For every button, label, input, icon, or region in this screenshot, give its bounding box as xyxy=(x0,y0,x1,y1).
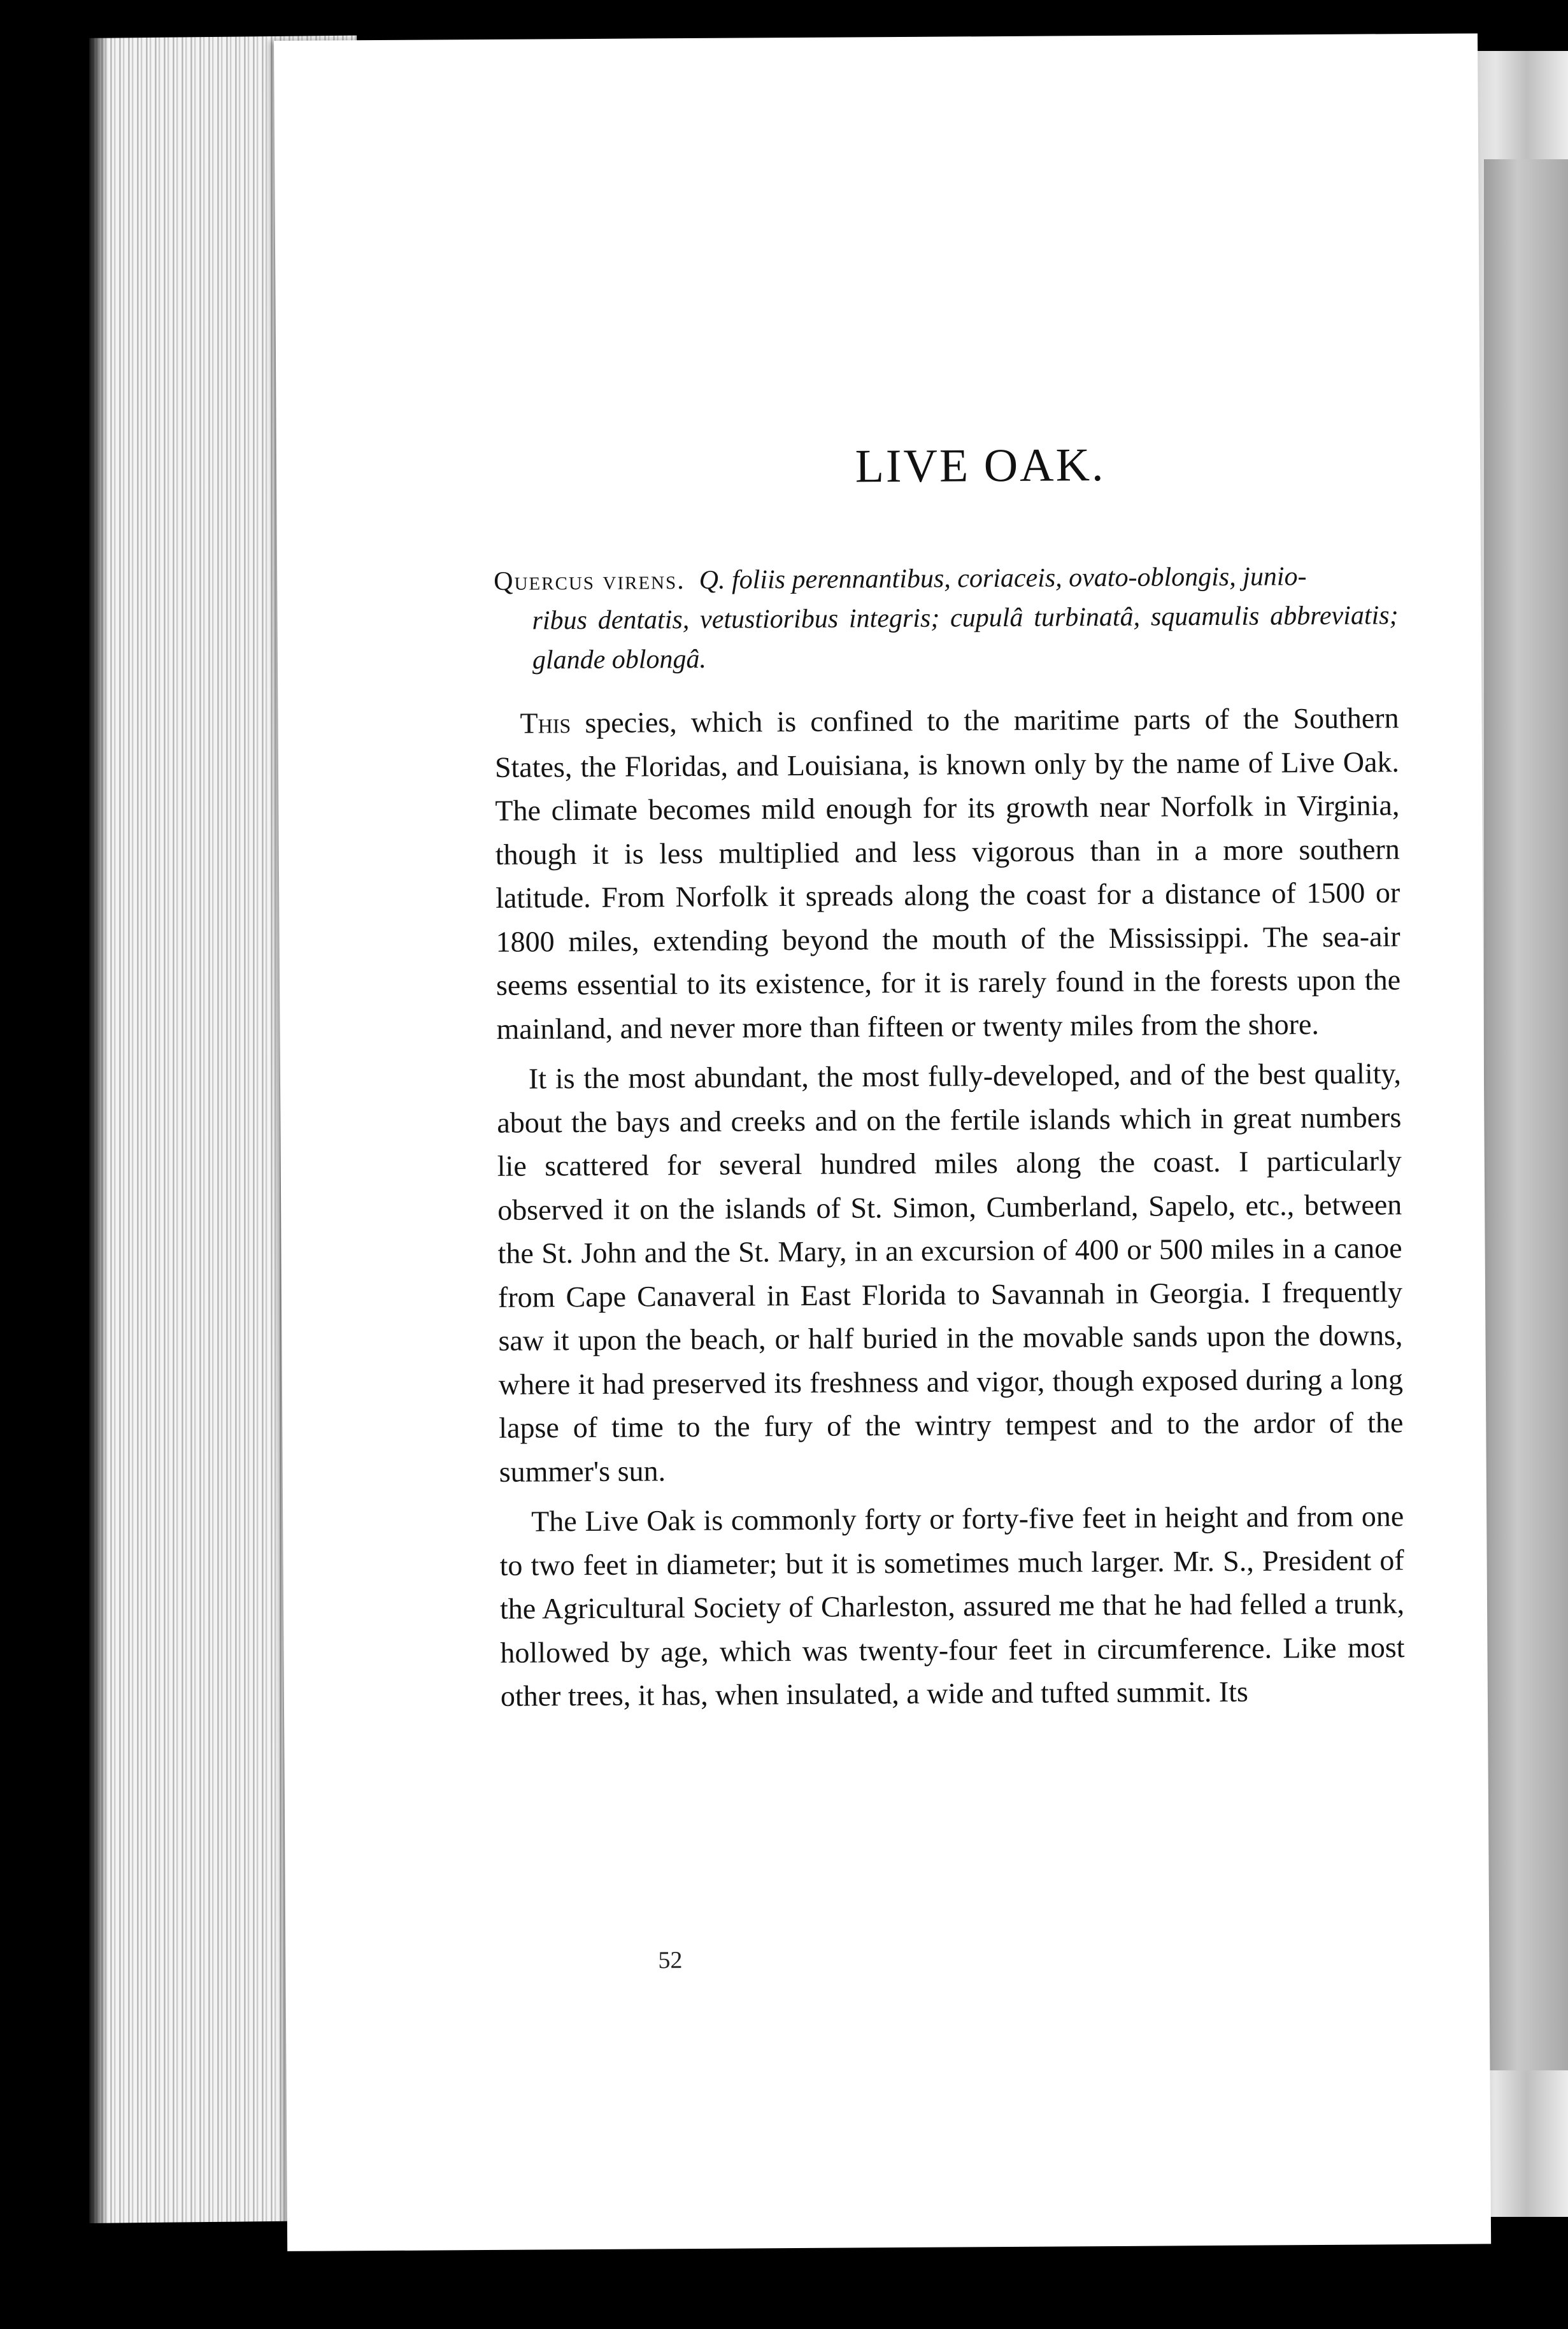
latin-description xyxy=(494,556,1399,680)
paragraph-3: The Live Oak is commonly forty or forty-five feet in height and from one to two feet in diameter; but it is sometimes much larger. Mr. S., President of the Agricultural Society of Charleston, assured me that he had felled a trunk, hollowed by age, which was twenty-four feet in circumference. Like most other trees, it has, when insulated, a wide and tufted summit. Its xyxy=(499,1500,1405,1712)
book-edge-shadow xyxy=(89,38,108,2223)
paragraph-1 xyxy=(494,696,1401,1051)
latin-diagnosis-line1: Q. foliis perennantibus, coriaceis, ovato-oblongis, junio- xyxy=(699,562,1307,595)
paragraph-2: It is the most abundant, the most fully-developed, and of the best quality, about the bays and creeks and on the fertile islands which in great numbers lie scattered for several hundred miles along the coast. I particularly observed it on the islands of St. Simon, Cumberland, Sapelo, etc., between the St. John and the St. Mary, in an excursion of 400 or 500 miles in a canoe from Cape Canaveral in East Florida to Savannah in Georgia. I frequently saw it upon the beach, or half buried in the movable sands upon the downs, where it had preserved its freshness and vigor, though exposed during a long lapse of time to the fury of the wintry tempest and to the ardor of the summer's sun. xyxy=(497,1057,1404,1488)
book-page xyxy=(274,33,1491,2251)
body-text xyxy=(494,696,1405,1724)
paragraph-1-text: species, which is confined to the maritime parts of the Southern States, the Floridas, and Louisiana, is known only by the name of Live Oak. The climate becomes mild enough for its growth near Norfolk in Virginia, though it is less multiplied and less vigorous than in a more southern latitude. From Norfolk it spreads along the coast for a distance of 1500 or 1800 miles, extending beyond the mouth of the Mississippi. The sea-air seems essential to its existence, for it is rarely found in the forests upon the mainland, and never more than fifteen or twenty miles from the shore. xyxy=(494,701,1401,1045)
latin-diagnosis-rest: ribus dentatis, vetustioribus integris; cupulâ turbinatâ, squamulis abbreviatis; glande oblongâ. xyxy=(532,601,1399,675)
latin-name: Quercus virens. xyxy=(494,566,685,596)
page-title: LIVE OAK. xyxy=(855,439,1106,493)
page-number: 52 xyxy=(658,1947,683,1974)
paragraph-1-lead: This xyxy=(520,706,571,740)
